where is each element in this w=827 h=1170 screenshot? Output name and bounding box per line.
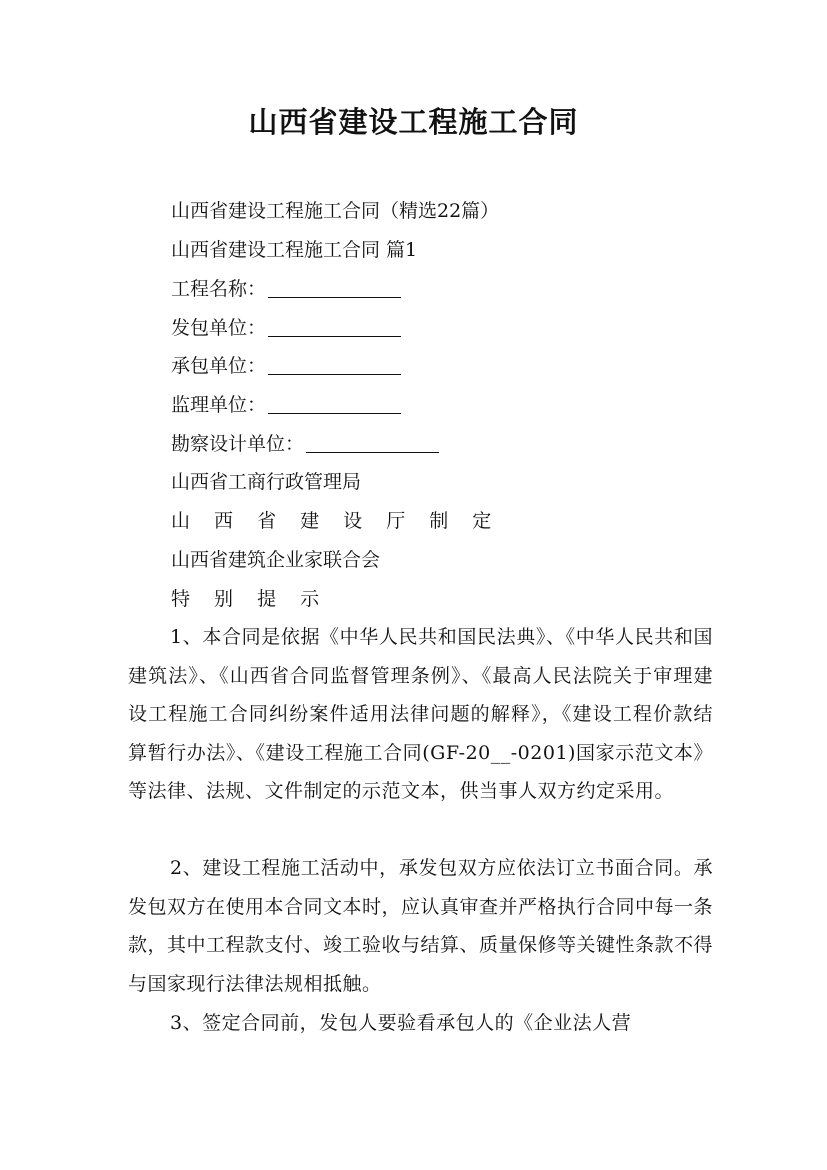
field-label: 勘察设计单位： xyxy=(171,433,305,455)
issuer-3: 山西省建筑企业家联合会 xyxy=(171,549,381,571)
paragraph-3: 3、签定合同前，发包人要验看承包人的《企业法人营 xyxy=(170,1012,632,1034)
field-supervisor xyxy=(171,392,401,418)
blank-line xyxy=(268,354,401,375)
section-heading: 山西省建设工程施工合同 篇1 xyxy=(171,239,418,261)
blank-line xyxy=(268,393,401,414)
blank-line xyxy=(306,432,439,453)
field-label: 监理单位： xyxy=(171,394,267,416)
field-label: 承包单位： xyxy=(171,355,267,377)
field-label: 发包单位： xyxy=(171,317,267,339)
issuer-1: 山西省工商行政管理局 xyxy=(171,471,362,493)
field-employer xyxy=(171,315,401,341)
paragraph-1: 1、本合同是依据《中华人民共和国民法典》、《中华人民共和国建筑法》、《山西省合同监督管理条例》、《最高人民法院关于审理建设工程施工合同纠纷案件适用法律问题的解释》，《建设工程价款结算暂行办法》、《建设工程施工合同(GF-20__-0201)国家示范文本》等法律、法规、文件制定的示范文本，供当事人双方约定采用。 xyxy=(128,626,713,803)
field-contractor xyxy=(171,353,401,379)
field-design-unit xyxy=(171,431,439,457)
issuer-2: 山 西 省 建 设 厅 制 定 xyxy=(171,510,501,532)
document-subtitle: 山西省建设工程施工合同（精选22篇） xyxy=(171,200,500,222)
paragraph-2: 2、建设工程施工活动中，承发包双方应依法订立书面合同。承发包双方在使用本合同文本时，应认真审查并严格执行合同中每一条款，其中工程款支付、竣工验收与结算、质量保修等关键性条款不得与国家现行法律法规相抵触。 xyxy=(128,857,714,995)
blank-line xyxy=(268,316,401,337)
notice-heading: 特 别 提 示 xyxy=(171,588,329,610)
document-title: 山西省建设工程施工合同 xyxy=(248,105,579,139)
field-label: 工程名称： xyxy=(171,278,267,300)
blank-line xyxy=(268,277,401,298)
field-project-name xyxy=(171,276,401,302)
